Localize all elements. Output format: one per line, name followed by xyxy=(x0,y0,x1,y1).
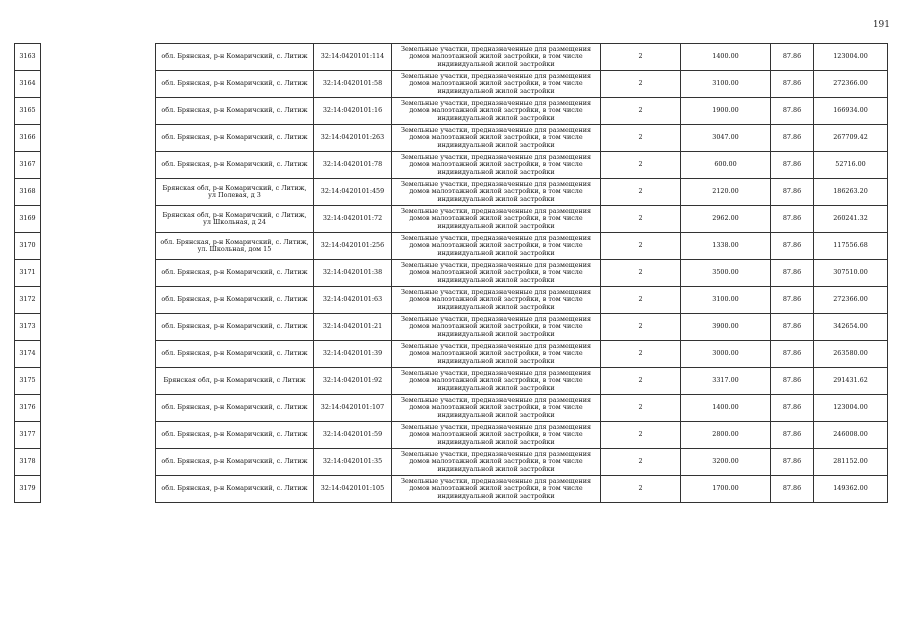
spacer-cell xyxy=(41,125,156,152)
row-number-cell: 3167 xyxy=(15,152,41,179)
cadastral-number-cell: 32:14:0420101:59 xyxy=(314,422,392,449)
rate-cell: 87.86 xyxy=(771,422,814,449)
cadastral-value-cell: 272366.00 xyxy=(814,71,888,98)
spacer-cell xyxy=(41,395,156,422)
table-row xyxy=(15,44,888,71)
cadastral-number-cell: 32:14:0420101:263 xyxy=(314,125,392,152)
cadastral-number-cell: 32:14:0420101:105 xyxy=(314,476,392,503)
cadastral-number-cell: 32:14:0420101:39 xyxy=(314,341,392,368)
table-row xyxy=(15,368,888,395)
cadastral-value-cell: 186263.20 xyxy=(814,179,888,206)
land-use-cell: Земельные участки, предназначенные для размещения домов малоэтажной жилой застройки, в том числе индивидуальной жилой застройки xyxy=(392,314,601,341)
row-number-cell: 3178 xyxy=(15,449,41,476)
row-number-cell: 3166 xyxy=(15,125,41,152)
group-cell: 2 xyxy=(601,179,681,206)
rate-cell: 87.86 xyxy=(771,314,814,341)
area-cell: 1338.00 xyxy=(681,233,771,260)
rate-cell: 87.86 xyxy=(771,206,814,233)
spacer-cell xyxy=(41,98,156,125)
table-row xyxy=(15,152,888,179)
cadastral-number-cell: 32:14:0420101:58 xyxy=(314,71,392,98)
address-cell: обл. Брянская, р-н Комаричский, с. Литиж xyxy=(156,125,314,152)
group-cell: 2 xyxy=(601,152,681,179)
land-use-cell: Земельные участки, предназначенные для размещения домов малоэтажной жилой застройки, в том числе индивидуальной жилой застройки xyxy=(392,422,601,449)
address-cell: обл. Брянская, р-н Комаричский, с. Литиж xyxy=(156,260,314,287)
cadastral-number-cell: 32:14:0420101:63 xyxy=(314,287,392,314)
spacer-cell xyxy=(41,44,156,71)
address-cell: обл. Брянская, р-н Комаричский, с. Литиж, ул. Школьная, дом 15 xyxy=(156,233,314,260)
cadastral-value-cell: 52716.00 xyxy=(814,152,888,179)
group-cell: 2 xyxy=(601,71,681,98)
table-row xyxy=(15,206,888,233)
group-cell: 2 xyxy=(601,476,681,503)
group-cell: 2 xyxy=(601,314,681,341)
area-cell: 2800.00 xyxy=(681,422,771,449)
address-cell: Брянская обл, р-н Комаричский, с Литиж, ул Полевая, д 3 xyxy=(156,179,314,206)
group-cell: 2 xyxy=(601,368,681,395)
cadastral-value-cell: 267709.42 xyxy=(814,125,888,152)
row-number-cell: 3174 xyxy=(15,341,41,368)
address-cell: Брянская обл, р-н Комаричский, с Литиж xyxy=(156,368,314,395)
land-use-cell: Земельные участки, предназначенные для размещения домов малоэтажной жилой застройки, в том числе индивидуальной жилой застройки xyxy=(392,233,601,260)
cadastral-number-cell: 32:14:0420101:459 xyxy=(314,179,392,206)
area-cell: 3100.00 xyxy=(681,71,771,98)
address-cell: обл. Брянская, р-н Комаричский, с. Литиж xyxy=(156,44,314,71)
area-cell: 3000.00 xyxy=(681,341,771,368)
table-row xyxy=(15,98,888,125)
land-use-cell: Земельные участки, предназначенные для размещения домов малоэтажной жилой застройки, в том числе индивидуальной жилой застройки xyxy=(392,395,601,422)
row-number-cell: 3173 xyxy=(15,314,41,341)
spacer-cell xyxy=(41,476,156,503)
table-row xyxy=(15,314,888,341)
area-cell: 2962.00 xyxy=(681,206,771,233)
cadastral-number-cell: 32:14:0420101:78 xyxy=(314,152,392,179)
row-number-cell: 3175 xyxy=(15,368,41,395)
table-row xyxy=(15,449,888,476)
row-number-cell: 3171 xyxy=(15,260,41,287)
spacer-cell xyxy=(41,152,156,179)
group-cell: 2 xyxy=(601,341,681,368)
land-use-cell: Земельные участки, предназначенные для размещения домов малоэтажной жилой застройки, в том числе индивидуальной жилой застройки xyxy=(392,179,601,206)
group-cell: 2 xyxy=(601,422,681,449)
cadastral-value-cell: 260241.32 xyxy=(814,206,888,233)
spacer-cell xyxy=(41,233,156,260)
cadastral-number-cell: 32:14:0420101:114 xyxy=(314,44,392,71)
area-cell: 1900.00 xyxy=(681,98,771,125)
address-cell: обл. Брянская, р-н Комаричский, с. Литиж xyxy=(156,152,314,179)
area-cell: 2120.00 xyxy=(681,179,771,206)
cadastral-value-cell: 272366.00 xyxy=(814,287,888,314)
page-number: 191 xyxy=(872,20,890,30)
rate-cell: 87.86 xyxy=(771,71,814,98)
area-cell: 3500.00 xyxy=(681,260,771,287)
cadastral-number-cell: 32:14:0420101:38 xyxy=(314,260,392,287)
cadastral-number-cell: 32:14:0420101:256 xyxy=(314,233,392,260)
land-use-cell: Земельные участки, предназначенные для размещения домов малоэтажной жилой застройки, в том числе индивидуальной жилой застройки xyxy=(392,368,601,395)
spacer-cell xyxy=(41,71,156,98)
rate-cell: 87.86 xyxy=(771,395,814,422)
table-row xyxy=(15,71,888,98)
row-number-cell: 3172 xyxy=(15,287,41,314)
spacer-cell xyxy=(41,287,156,314)
area-cell: 3317.00 xyxy=(681,368,771,395)
land-use-cell: Земельные участки, предназначенные для размещения домов малоэтажной жилой застройки, в том числе индивидуальной жилой застройки xyxy=(392,341,601,368)
address-cell: обл. Брянская, р-н Комаричский, с. Литиж xyxy=(156,341,314,368)
rate-cell: 87.86 xyxy=(771,368,814,395)
address-cell: Брянская обл, р-н Комаричский, с Литиж, ул Школьная, д 24 xyxy=(156,206,314,233)
address-cell: обл. Брянская, р-н Комаричский, с. Литиж xyxy=(156,422,314,449)
table-row xyxy=(15,422,888,449)
land-use-cell: Земельные участки, предназначенные для размещения домов малоэтажной жилой застройки, в том числе индивидуальной жилой застройки xyxy=(392,260,601,287)
land-use-cell: Земельные участки, предназначенные для размещения домов малоэтажной жилой застройки, в том числе индивидуальной жилой застройки xyxy=(392,206,601,233)
table-row xyxy=(15,260,888,287)
cadastral-value-cell: 281152.00 xyxy=(814,449,888,476)
address-cell: обл. Брянская, р-н Комаричский, с. Литиж xyxy=(156,449,314,476)
rate-cell: 87.86 xyxy=(771,341,814,368)
land-use-cell: Земельные участки, предназначенные для размещения домов малоэтажной жилой застройки, в том числе индивидуальной жилой застройки xyxy=(392,44,601,71)
row-number-cell: 3176 xyxy=(15,395,41,422)
address-cell: обл. Брянская, р-н Комаричский, с. Литиж xyxy=(156,287,314,314)
cadastral-value-cell: 123004.00 xyxy=(814,395,888,422)
spacer-cell xyxy=(41,179,156,206)
row-number-cell: 3165 xyxy=(15,98,41,125)
rate-cell: 87.86 xyxy=(771,449,814,476)
land-use-cell: Земельные участки, предназначенные для размещения домов малоэтажной жилой застройки, в том числе индивидуальной жилой застройки xyxy=(392,152,601,179)
table-row xyxy=(15,179,888,206)
address-cell: обл. Брянская, р-н Комаричский, с. Литиж xyxy=(156,476,314,503)
table-row xyxy=(15,341,888,368)
table-row xyxy=(15,287,888,314)
address-cell: обл. Брянская, р-н Комаричский, с. Литиж xyxy=(156,395,314,422)
area-cell: 3200.00 xyxy=(681,449,771,476)
rate-cell: 87.86 xyxy=(771,179,814,206)
land-use-cell: Земельные участки, предназначенные для размещения домов малоэтажной жилой застройки, в том числе индивидуальной жилой застройки xyxy=(392,287,601,314)
rate-cell: 87.86 xyxy=(771,233,814,260)
area-cell: 3900.00 xyxy=(681,314,771,341)
row-number-cell: 3163 xyxy=(15,44,41,71)
table-row xyxy=(15,476,888,503)
cadastral-number-cell: 32:14:0420101:72 xyxy=(314,206,392,233)
rate-cell: 87.86 xyxy=(771,260,814,287)
spacer-cell xyxy=(41,314,156,341)
cadastral-value-cell: 342654.00 xyxy=(814,314,888,341)
group-cell: 2 xyxy=(601,449,681,476)
spacer-cell xyxy=(41,206,156,233)
cadastral-number-cell: 32:14:0420101:107 xyxy=(314,395,392,422)
address-cell: обл. Брянская, р-н Комаричский, с. Литиж xyxy=(156,98,314,125)
cadastral-value-cell: 166934.00 xyxy=(814,98,888,125)
area-cell: 3047.00 xyxy=(681,125,771,152)
cadastral-number-cell: 32:14:0420101:92 xyxy=(314,368,392,395)
table-row xyxy=(15,233,888,260)
group-cell: 2 xyxy=(601,206,681,233)
rate-cell: 87.86 xyxy=(771,125,814,152)
row-number-cell: 3169 xyxy=(15,206,41,233)
cadastral-number-cell: 32:14:0420101:35 xyxy=(314,449,392,476)
rate-cell: 87.86 xyxy=(771,152,814,179)
area-cell: 1400.00 xyxy=(681,395,771,422)
rate-cell: 87.86 xyxy=(771,287,814,314)
row-number-cell: 3170 xyxy=(15,233,41,260)
land-use-cell: Земельные участки, предназначенные для размещения домов малоэтажной жилой застройки, в том числе индивидуальной жилой застройки xyxy=(392,71,601,98)
area-cell: 1700.00 xyxy=(681,476,771,503)
table-body xyxy=(15,44,888,503)
spacer-cell xyxy=(41,260,156,287)
table-row xyxy=(15,125,888,152)
row-number-cell: 3179 xyxy=(15,476,41,503)
land-use-cell: Земельные участки, предназначенные для размещения домов малоэтажной жилой застройки, в том числе индивидуальной жилой застройки xyxy=(392,98,601,125)
cadastral-value-cell: 117556.68 xyxy=(814,233,888,260)
address-cell: обл. Брянская, р-н Комаричский, с. Литиж xyxy=(156,314,314,341)
group-cell: 2 xyxy=(601,44,681,71)
area-cell: 1400.00 xyxy=(681,44,771,71)
land-use-cell: Земельные участки, предназначенные для размещения домов малоэтажной жилой застройки, в том числе индивидуальной жилой застройки xyxy=(392,449,601,476)
spacer-cell xyxy=(41,422,156,449)
group-cell: 2 xyxy=(601,260,681,287)
cadastral-value-cell: 246008.00 xyxy=(814,422,888,449)
row-number-cell: 3168 xyxy=(15,179,41,206)
rate-cell: 87.86 xyxy=(771,476,814,503)
table-row xyxy=(15,395,888,422)
cadastral-value-cell: 149362.00 xyxy=(814,476,888,503)
cadastral-value-cell: 291431.62 xyxy=(814,368,888,395)
row-number-cell: 3177 xyxy=(15,422,41,449)
group-cell: 2 xyxy=(601,395,681,422)
address-cell: обл. Брянская, р-н Комаричский, с. Литиж xyxy=(156,71,314,98)
group-cell: 2 xyxy=(601,125,681,152)
land-use-cell: Земельные участки, предназначенные для размещения домов малоэтажной жилой застройки, в том числе индивидуальной жилой застройки xyxy=(392,476,601,503)
area-cell: 3100.00 xyxy=(681,287,771,314)
spacer-cell xyxy=(41,449,156,476)
group-cell: 2 xyxy=(601,98,681,125)
cadastral-number-cell: 32:14:0420101:16 xyxy=(314,98,392,125)
spacer-cell xyxy=(41,368,156,395)
rate-cell: 87.86 xyxy=(771,98,814,125)
area-cell: 600.00 xyxy=(681,152,771,179)
cadastral-register-table xyxy=(14,43,888,503)
rate-cell: 87.86 xyxy=(771,44,814,71)
group-cell: 2 xyxy=(601,233,681,260)
row-number-cell: 3164 xyxy=(15,71,41,98)
spacer-cell xyxy=(41,341,156,368)
cadastral-value-cell: 123004.00 xyxy=(814,44,888,71)
group-cell: 2 xyxy=(601,287,681,314)
land-use-cell: Земельные участки, предназначенные для размещения домов малоэтажной жилой застройки, в том числе индивидуальной жилой застройки xyxy=(392,125,601,152)
cadastral-value-cell: 263580.00 xyxy=(814,341,888,368)
cadastral-value-cell: 307510.00 xyxy=(814,260,888,287)
cadastral-number-cell: 32:14:0420101:21 xyxy=(314,314,392,341)
